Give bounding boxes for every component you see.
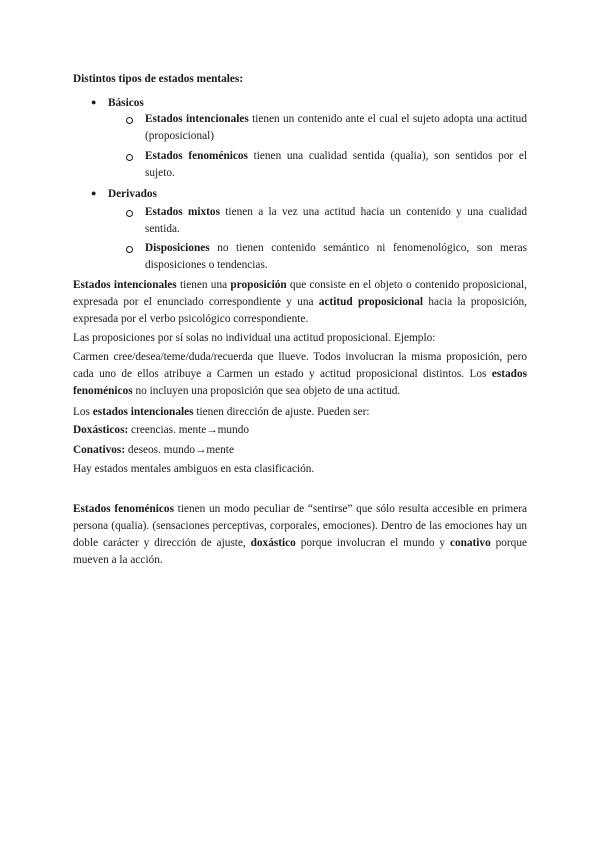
paragraph-direccion: Los estados intencionales tienen dirección de ajuste. Pueden ser: [73, 406, 370, 418]
list-item-basicos [91, 94, 144, 112]
term: Estados mixtos [145, 206, 220, 218]
paragraph-intencionales: Estados intencionales tienen una proposición que consiste en el objeto o contenido proposicional, expresada por el enunciado correspondiente y una actitud proposicional hacia la proposición, expresada por el verbo psicológico correspondiente. [73, 279, 528, 325]
section-title: Distintos tipos de estados mentales: [73, 73, 244, 85]
paragraph-ejemplo: Carmen cree/desea/teme/duda/recuerda que llueve. Todos involucran la misma proposición, pero cada uno de ellos atribuye a Carmen un estado y actitud proposicional distintos. Los estados fenoménicos no incluyen una proposición que sea objeto de una actitud. [73, 351, 527, 397]
description: tienen a la vez una actitud hacia un contenido y una cualidad sentida. [145, 206, 527, 235]
paragraph-fenomenicos: Estados fenoménicos tienen un modo peculiar de “sentirse” que sólo resulta accesible en primera persona (qualia). (sensaciones perceptivas, corporales, emociones). Dentro de las emociones hay un doble carácter y dirección de ajuste, doxástico porque involucran el mundo y conativo porque mueven a la acción. [73, 503, 527, 566]
circle-bullet-icon [126, 246, 133, 253]
circle-bullet-icon [126, 210, 133, 217]
paragraph-doxasticos: Doxásticos: creencias. mente→mundo [73, 424, 250, 436]
sublist-item-mixtos [126, 204, 527, 238]
sublist-item-intencionales [126, 111, 527, 145]
sublist-text [145, 148, 527, 182]
description: tienen un contenido ante el cual el sujeto adopta una actitud (proposicional) [145, 113, 527, 142]
sublist-item-disposiciones [126, 240, 527, 274]
paragraph-conativos: Conativos: deseos. mundo→mente [73, 444, 234, 456]
term: Estados fenoménicos [145, 150, 248, 162]
circle-bullet-icon [126, 154, 133, 161]
description: tienen una cualidad sentida (qualia), son sentidos por el sujeto. [145, 150, 527, 179]
list-label: Básicos [108, 97, 144, 109]
sublist-item-fenomenicos [126, 148, 527, 182]
bullet-icon: ● [91, 188, 97, 198]
term: Estados intencionales [145, 113, 249, 125]
circle-bullet-icon [126, 117, 133, 124]
bullet-icon: ● [91, 97, 97, 107]
paragraph-proposiciones: Las proposiciones por sí solas no individual una actitud proposicional. Ejemplo: [73, 332, 436, 344]
description: no tienen contenido semántico ni fenomenológico, son meras disposiciones o tendencias. [145, 242, 527, 271]
term: Disposiciones [145, 242, 210, 254]
sublist-text [145, 111, 527, 145]
sublist-text [145, 204, 527, 238]
sublist-text [145, 240, 527, 274]
paragraph-ambiguos: Hay estados mentales ambiguos en esta clasificación. [73, 463, 315, 475]
list-item-derivados [91, 185, 157, 203]
list-label: Derivados [108, 188, 157, 200]
